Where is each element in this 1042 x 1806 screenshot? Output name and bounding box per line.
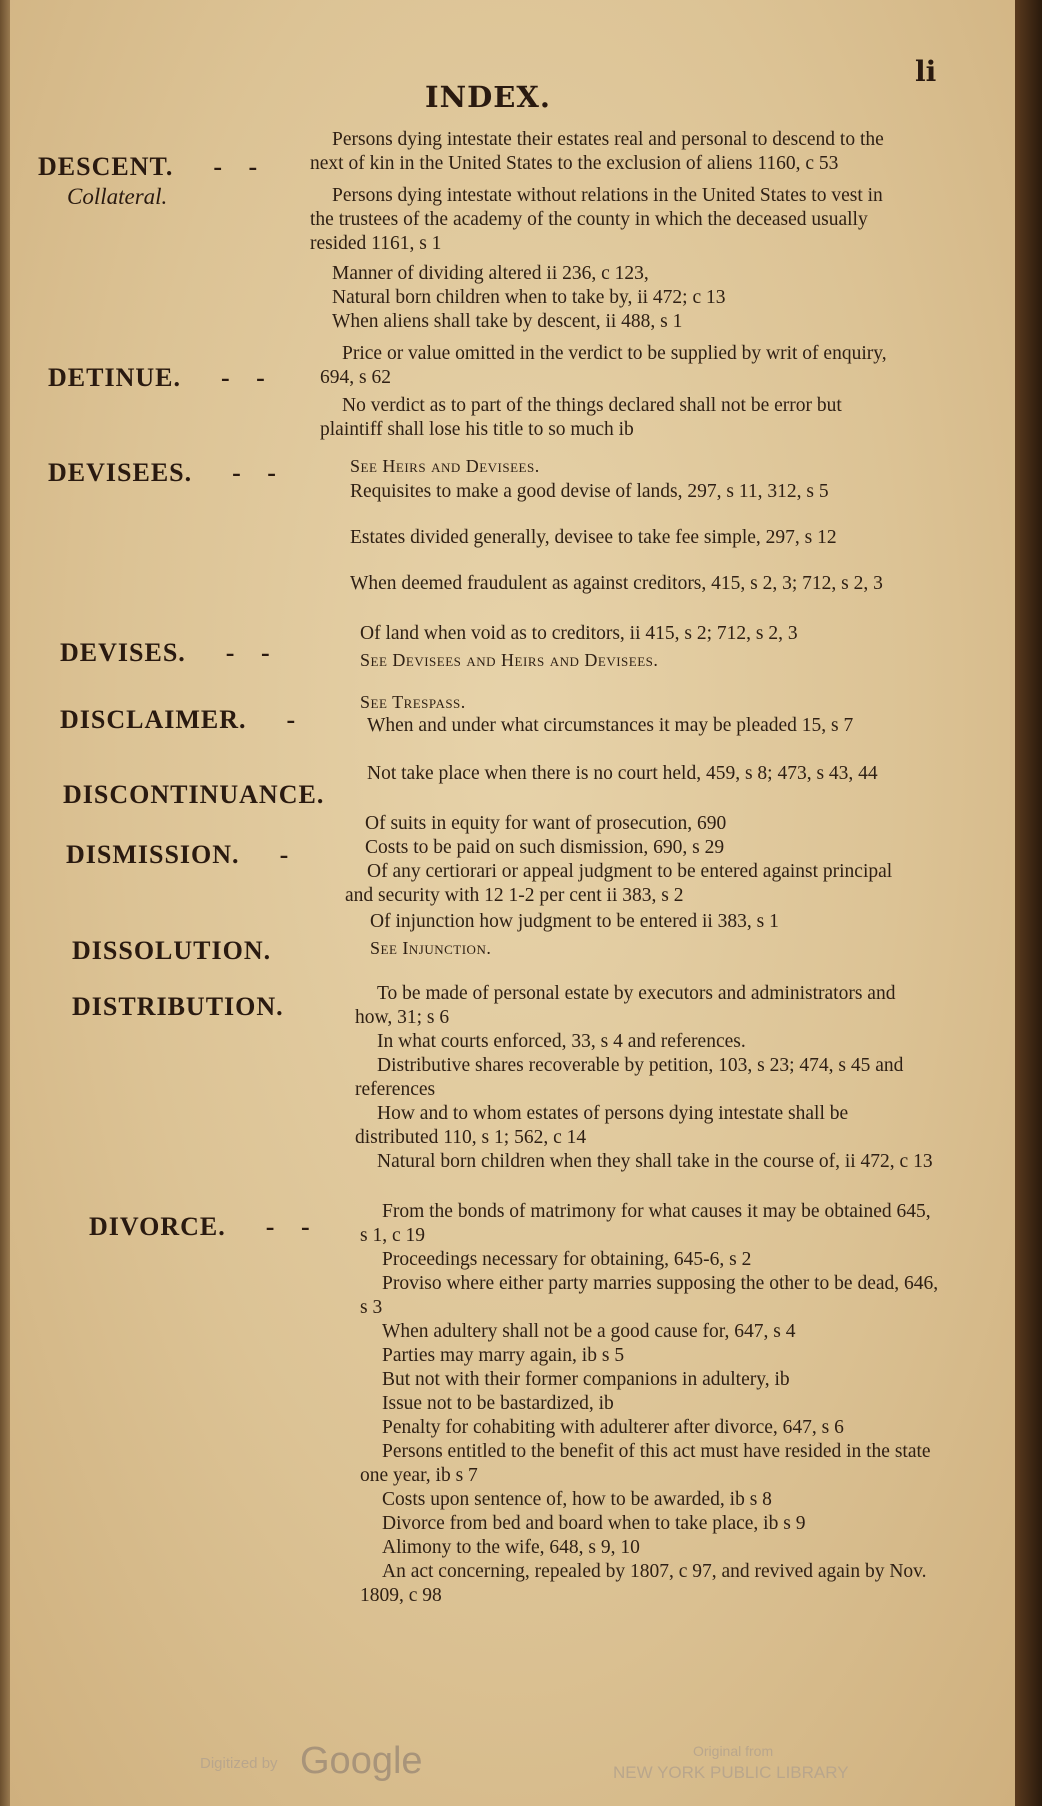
heading-dismission: DISMISSION. -	[66, 840, 299, 869]
entry-divorce-13: An act concerning, repealed by 1807, c 97, and revived again by Nov. 1809, c 98	[360, 1561, 927, 1606]
entry-discontinuance-1: Not take place when there is no court held, 459, s 8; 473, s 43, 44	[367, 763, 878, 784]
entry-devises-see: See Devisees and Heirs and Devisees.	[360, 650, 659, 670]
heading-discontinuance: DISCONTINUANCE.	[63, 780, 325, 809]
entry-dismission-2: Costs to be paid on such dismission, 690, s 29	[365, 837, 725, 858]
entry-devisees-2: Estates divided generally, devisee to take fee simple, 297, s 12	[350, 527, 837, 548]
entry-divorce-8: Penalty for cohabiting with adulterer after divorce, 647, s 6	[382, 1417, 844, 1438]
heading-devises: DEVISES. - -	[60, 638, 280, 667]
entry-descent-2: Persons dying intestate without relations in the United States to vest in the trustees of the academy of the county in which the deceased usually resided 1161, s 1	[310, 185, 883, 254]
entry-divorce-10: Costs upon sentence of, how to be awarded, ib s 8	[382, 1489, 772, 1510]
entry-divorce-6: But not with their former companions in adultery, ib	[382, 1369, 790, 1390]
entry-disclaimer-see: See Trespass.	[360, 692, 466, 712]
entry-distribution-1: To be made of personal estate by executors and administrators and how, 31; s 6	[355, 983, 896, 1028]
entry-distribution-5: Natural born children when they shall take in the course of, ii 472, c 13	[377, 1151, 933, 1172]
entry-detinue-2: No verdict as to part of the things declared shall not be error but plaintiff shall lose his title to so much ib	[320, 395, 842, 440]
heading-devisees: DEVISEES. - -	[48, 458, 286, 487]
entry-dissolution-see: See Injunction.	[370, 938, 492, 958]
page-title: INDEX.	[425, 80, 551, 114]
entry-dismission-1: Of suits in equity for want of prosecution, 690	[365, 813, 727, 834]
book-edge	[1015, 0, 1042, 1806]
original-from-label: Original from	[693, 1743, 774, 1759]
entry-devisees-see: See Heirs and Devisees.	[350, 456, 540, 476]
entry-disclaimer-1: When and under what circumstances it may be pleaded 15, s 7	[367, 715, 854, 736]
library-label: NEW YORK PUBLIC LIBRARY	[613, 1763, 849, 1782]
entry-distribution-4: How and to whom estates of persons dying intestate shall be distributed 110, s 1; 562, c 14	[355, 1103, 849, 1148]
entry-divorce-1: From the bonds of matrimony for what causes it may be obtained 645, s 1, c 19	[360, 1201, 931, 1246]
digitized-by-label: Digitized by	[200, 1755, 278, 1772]
entry-divorce-9: Persons entitled to the benefit of this act must have resided in the state one year, ib s 7	[360, 1441, 931, 1486]
entry-devisees-1: Requisites to make a good devise of lands, 297, s 11, 312, s 5	[350, 481, 829, 502]
page-number: li	[915, 55, 937, 88]
heading-disclaimer: DISCLAIMER. -	[60, 705, 306, 734]
entry-divorce-2: Proceedings necessary for obtaining, 645-6, s 2	[382, 1249, 752, 1270]
entry-divorce-3: Proviso where either party marries supposing the other to be dead, 646, s 3	[360, 1273, 939, 1318]
entry-descent-5: When aliens shall take by descent, ii 488, s 1	[332, 311, 683, 332]
heading-distribution: DISTRIBUTION.	[72, 992, 284, 1021]
entry-divorce-5: Parties may marry again, ib s 5	[382, 1345, 625, 1366]
entry-detinue-1: Price or value omitted in the verdict to be supplied by writ of enquiry, 694, s 62	[320, 343, 887, 388]
heading-detinue: DETINUE. - -	[48, 363, 275, 392]
entry-dissolution-1: Of injunction how judgment to be entered ii 383, s 1	[370, 911, 779, 932]
entry-distribution-3: Distributive shares recoverable by petition, 103, s 23; 474, s 45 and references	[355, 1055, 904, 1100]
entry-descent-3: Manner of dividing altered ii 236, c 123,	[332, 263, 649, 284]
heading-dissolution: DISSOLUTION.	[72, 936, 272, 965]
entry-devises-1: Of land when void as to creditors, ii 415, s 2; 712, s 2, 3	[360, 623, 798, 644]
entry-devisees-3: When deemed fraudulent as against creditors, 415, s 2, 3; 712, s 2, 3	[350, 573, 883, 594]
entry-descent-1: Persons dying intestate their estates real and personal to descend to the next of kin in the United States to the exclusion of aliens 1160, c 53	[310, 129, 884, 174]
entry-divorce-4: When adultery shall not be a good cause for, 647, s 4	[382, 1321, 796, 1342]
heading-descent: DESCENT. - -	[38, 152, 268, 181]
book-page	[10, 0, 1015, 1806]
entry-dismission-3: Of any certiorari or appeal judgment to be entered against principal and security with 12 1-2 per cent ii 383, s 2	[345, 861, 893, 906]
entry-divorce-11: Divorce from bed and board when to take place, ib s 9	[382, 1513, 806, 1534]
subheading-collateral: Collateral.	[67, 184, 168, 209]
entry-divorce-7: Issue not to be bastardized, ib	[382, 1393, 614, 1414]
entry-distribution-2: In what courts enforced, 33, s 4 and references.	[377, 1031, 746, 1052]
entry-divorce-12: Alimony to the wife, 648, s 9, 10	[382, 1537, 640, 1558]
entry-descent-4: Natural born children when to take by, ii 472; c 13	[332, 287, 726, 308]
google-watermark: Google	[300, 1740, 423, 1782]
heading-divorce: DIVORCE. - -	[89, 1212, 320, 1241]
